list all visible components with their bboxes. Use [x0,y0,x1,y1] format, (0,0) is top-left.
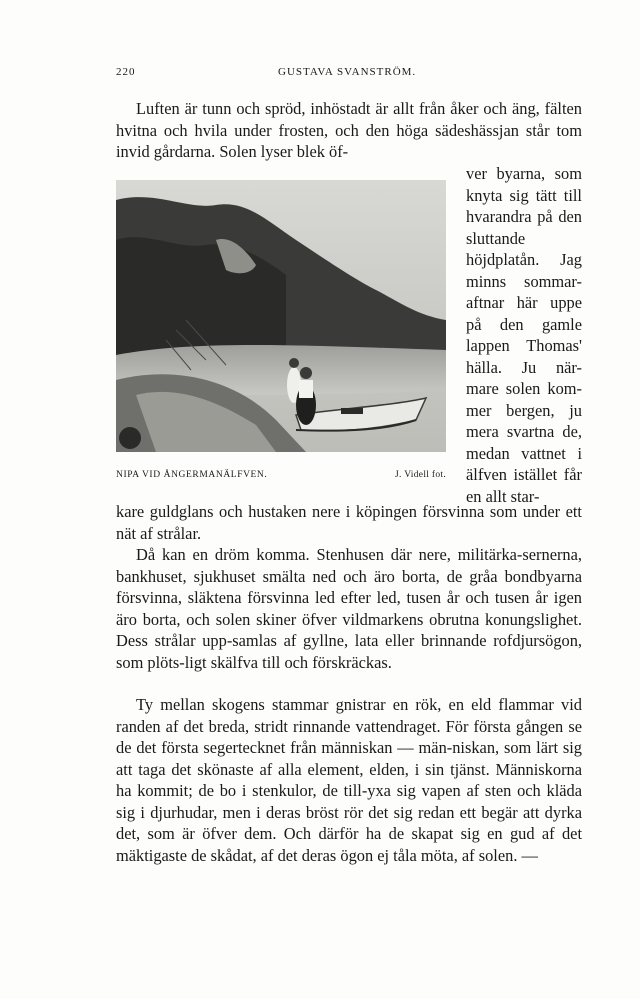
caption-title: NIPA VID ÅNGERMANÄLFVEN. [116,470,268,480]
paragraph-1: Luften är tunn och spröd, inhöstadt är allt från åker och äng, fälten hvitna och hvila under frosten, och den höga sädeshässjan står tom invid gårdarna. Solen lyser blek öf- [116,99,582,161]
paragraph-1-continued: kare guldglans och hustaken nere i köpingen försvinna som under ett nät af strålar. [116,502,582,543]
paragraph-3: Ty mellan skogens stammar gnistrar en rök, en eld flammar vid randen af det breda, stridt rinnande vattendraget. För första gången se de det första segertecknet från människan — män-niskan, som lärt sig att taga det skönaste af alla element, elden, i sin tjänst. Människorna ha kommit; de bo i stenkulor, de till-yxa sig vapen af sten och kläda sig i djurhudar, men i deras bröst rör det sig redan ett begär att dyrka det, som är öfver dem. Och därför ha de skapat sig en gud af det mäktigaste de skådat, af det deras ögon ej tåla möta, af solen. — [116,695,582,865]
running-title: GUSTAVA SVANSTRÖM. [278,66,417,78]
page-number: 220 [116,66,136,78]
photo-illustration [116,180,446,452]
paragraph-1-wrap: ver byarna, som knyta sig tätt till hvarandra på den sluttande höjdplatån. Jag minns sommar-aftnar här uppe på den gamle lappen Thomas' hälla. Ju när-mare solen kom-mer bergen, ju mera svartna de, medan vattnet i älfven istället får en allt star- [466,164,582,506]
paragraph-2: Då kan en dröm komma. Stenhusen där nere, militärka-sernerna, bankhuset, sjukhuset smälta ned och äro borta, de gråa bondbyarna försvinna, släktena försvinna led efter led, tusen år och tusen år igen äro borta, och solen skiner öfver vildmarkens obrutna konungslighet. Dess strålar upp-samlas af gyllne, lata eller brinnande rofdjursögon, som plöts-ligt skälfva till och förskräckas. [116,545,582,672]
photograph-river-landscape [116,180,446,452]
photo-credit: J. Videll fot. [395,470,446,480]
